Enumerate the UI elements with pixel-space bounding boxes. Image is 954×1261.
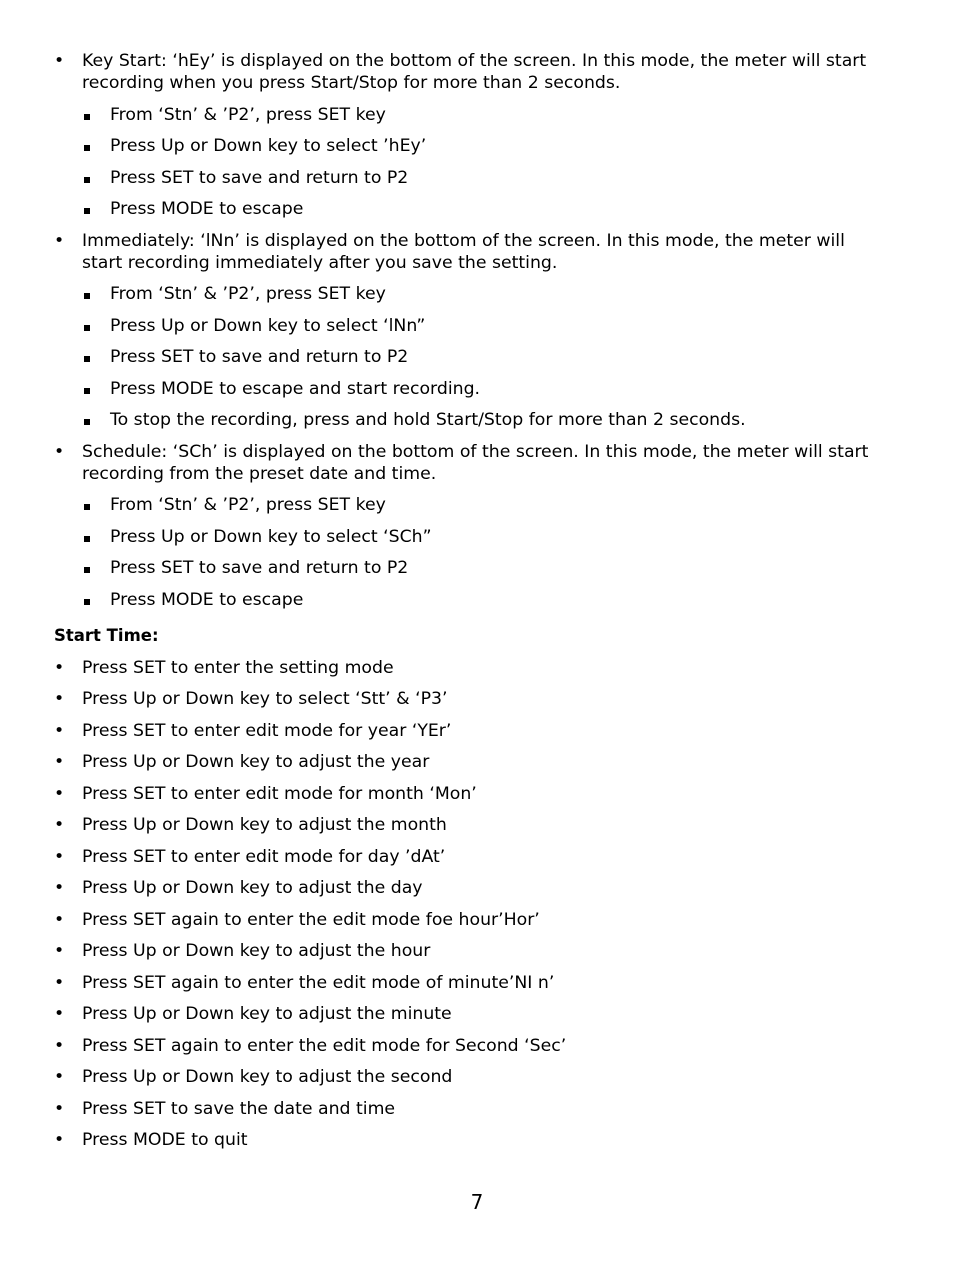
square-bullet-icon: [84, 325, 90, 331]
start-time-item: [54, 1066, 884, 1098]
mode-item-immediately: [54, 230, 884, 441]
step-text: Press Up or Down key to select ‘SCh”: [110, 526, 432, 547]
square-bullet-icon: [84, 208, 90, 214]
square-bullet-icon: [84, 599, 90, 605]
bullet-icon: •: [54, 1067, 65, 1087]
start-time-item: [54, 1129, 884, 1161]
square-bullet-icon: [84, 145, 90, 151]
mode-item-schedule: [54, 441, 884, 621]
item-text: Press Up or Down key to adjust the second: [82, 1067, 453, 1087]
step-text: Press MODE to escape: [110, 199, 304, 219]
step-item: [82, 315, 884, 347]
bullet-icon: •: [54, 1004, 65, 1024]
bullet-icon: •: [54, 972, 65, 993]
square-bullet-icon: [84, 356, 90, 362]
step-item: [82, 526, 884, 558]
bullet-icon: •: [54, 815, 65, 835]
start-time-item: [54, 940, 884, 972]
square-bullet-icon: [84, 114, 90, 120]
step-text: Press MODE to escape and start recording.: [110, 378, 481, 399]
bullet-icon: •: [54, 1130, 65, 1150]
square-bullet-icon: [84, 567, 90, 573]
square-bullet-icon: [84, 419, 90, 425]
square-bullet-icon: [84, 388, 90, 394]
start-time-item: [54, 814, 884, 846]
bullet-icon: •: [54, 1098, 65, 1119]
item-text: Press Up or Down key to adjust the year: [82, 752, 430, 772]
mode-steps: [82, 104, 884, 230]
step-text: From ‘Stn’ & ’P2’, press SET key: [110, 104, 386, 125]
start-time-heading: Start Time:: [54, 626, 159, 645]
step-item: [82, 589, 884, 621]
bullet-icon: •: [54, 909, 65, 930]
bullet-icon: •: [54, 878, 65, 898]
mode-description: Immediately: ‘lNn’ is displayed on the bottom of the screen. In this mode, the meter will start recording immediately after you save the setting.: [82, 230, 845, 273]
square-bullet-icon: [84, 177, 90, 183]
item-text: Press MODE to quit: [82, 1130, 248, 1150]
mode-description: Schedule: ‘SCh’ is displayed on the bottom of the screen. In this mode, the meter will start recording from the preset date and time.: [82, 441, 869, 484]
mode-description: Key Start: ‘hEy’ is displayed on the bottom of the screen. In this mode, the meter will start recording when you press Start/Stop for more than 2 seconds.: [82, 51, 867, 93]
item-text: Press SET to enter edit mode for year ‘YEr’: [82, 720, 452, 741]
item-text: Press Up or Down key to adjust the day: [82, 878, 423, 898]
step-text: Press SET to save and return to P2: [110, 167, 409, 188]
start-time-item: [54, 783, 884, 815]
bullet-icon: •: [54, 51, 65, 71]
start-time-item: [54, 909, 884, 941]
step-item: [82, 167, 884, 199]
start-time-item: [54, 1003, 884, 1035]
step-text: To stop the recording, press and hold Start/Stop for more than 2 seconds.: [110, 410, 746, 430]
start-time-item: [54, 1098, 884, 1130]
mode-item-key-start: [54, 50, 884, 230]
bullet-icon: •: [54, 720, 65, 741]
bullet-icon: •: [54, 846, 65, 867]
page-content: [54, 50, 884, 1161]
item-text: Press SET again to enter the edit mode foe hour’Hor’: [82, 909, 540, 930]
bullet-icon: •: [54, 657, 65, 678]
bullet-icon: •: [54, 941, 65, 961]
step-item: [82, 409, 884, 441]
step-text: Press MODE to escape: [110, 589, 304, 610]
bullet-icon: •: [54, 689, 65, 709]
item-text: Press SET to enter the setting mode: [82, 657, 394, 678]
bullet-icon: •: [54, 230, 65, 251]
bullet-icon: •: [54, 752, 65, 772]
item-text: Press SET to enter edit mode for day ’dAt’: [82, 846, 446, 867]
square-bullet-icon: [84, 536, 90, 542]
step-item: [82, 198, 884, 230]
start-time-item: [54, 1035, 884, 1067]
start-time-item: [54, 688, 884, 720]
step-item: [82, 346, 884, 378]
item-text: Press Up or Down key to select ‘Stt’ & ‘P3’: [82, 689, 448, 709]
bullet-icon: •: [54, 783, 65, 804]
mode-steps: [82, 283, 884, 441]
square-bullet-icon: [84, 504, 90, 510]
start-time-item: [54, 657, 884, 689]
start-time-item: [54, 846, 884, 878]
start-time-item: [54, 877, 884, 909]
step-item: [82, 557, 884, 589]
item-text: Press Up or Down key to adjust the hour: [82, 941, 431, 961]
step-item: [82, 104, 884, 136]
bullet-icon: •: [54, 441, 65, 462]
item-text: Press SET to enter edit mode for month ‘Mon’: [82, 783, 477, 804]
step-text: Press Up or Down key to select ‘lNn”: [110, 315, 426, 336]
start-time-list: [54, 657, 884, 1161]
item-text: Press Up or Down key to adjust the month: [82, 815, 447, 835]
bullet-icon: •: [54, 1035, 65, 1056]
mode-steps: [82, 494, 884, 620]
item-text: Press SET to save the date and time: [82, 1098, 396, 1119]
step-text: Press Up or Down key to select ’hEy’: [110, 136, 427, 156]
recording-mode-list: [54, 50, 884, 620]
step-item: [82, 283, 884, 315]
step-item: [82, 494, 884, 526]
start-time-item: [54, 972, 884, 1004]
step-text: Press SET to save and return to P2: [110, 347, 409, 367]
step-text: From ‘Stn’ & ’P2’, press SET key: [110, 495, 386, 515]
item-text: Press SET again to enter the edit mode of minute’NI n’: [82, 972, 555, 993]
step-text: From ‘Stn’ & ’P2’, press SET key: [110, 284, 386, 304]
item-text: Press SET again to enter the edit mode for Second ‘Sec’: [82, 1035, 567, 1056]
square-bullet-icon: [84, 293, 90, 299]
item-text: Press Up or Down key to adjust the minute: [82, 1004, 452, 1024]
step-item: [82, 135, 884, 167]
start-time-item: [54, 751, 884, 783]
page-number: 7: [470, 1190, 484, 1214]
start-time-item: [54, 720, 884, 752]
step-text: Press SET to save and return to P2: [110, 558, 409, 578]
step-item: [82, 378, 884, 410]
